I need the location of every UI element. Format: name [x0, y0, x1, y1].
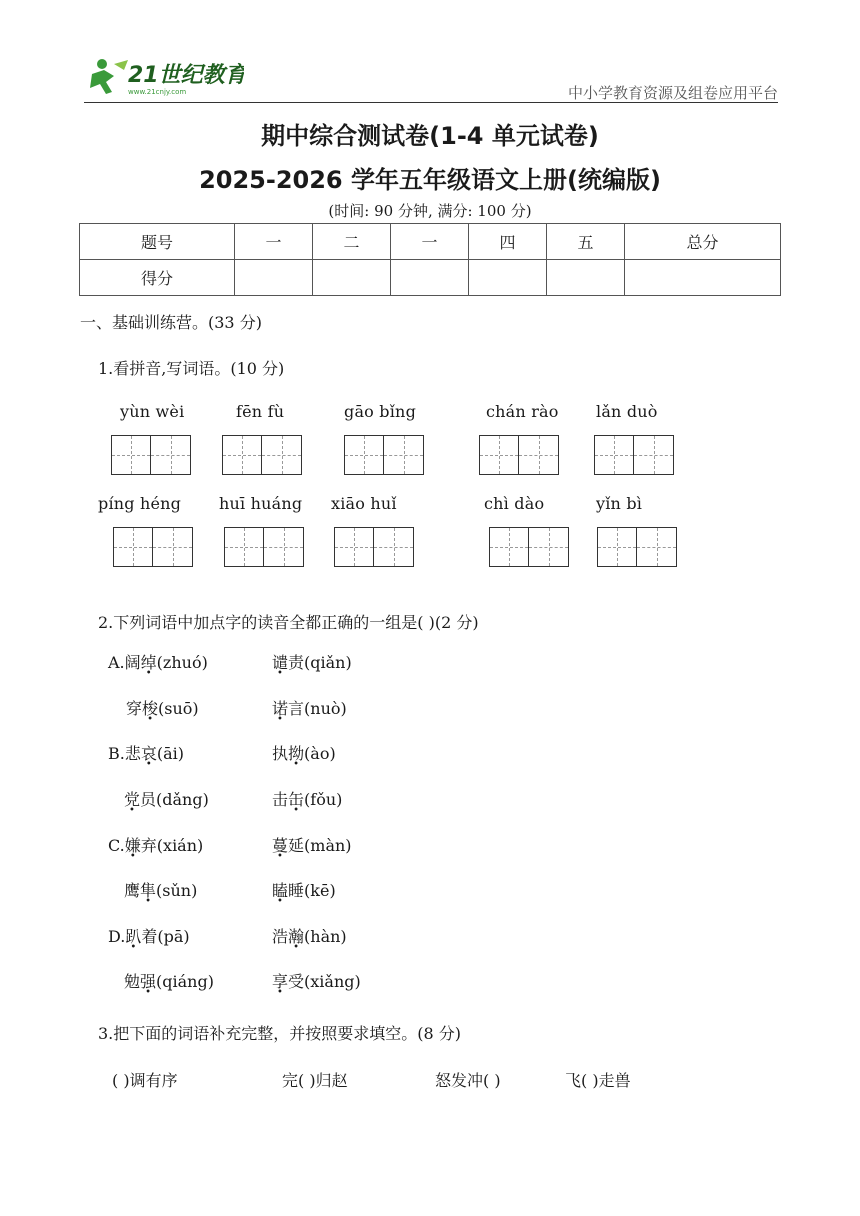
- exam-subtitle-year: 2025-2026 学年五年级语文上册(统编版): [199, 166, 661, 194]
- word-char: 击: [272, 790, 289, 809]
- option-b-word3: [124, 787, 209, 810]
- pinyin-label: chán rào: [486, 402, 559, 421]
- grid-cell[interactable]: [264, 527, 304, 567]
- pinyin: (āi): [156, 744, 185, 763]
- option-d-word4: [272, 969, 361, 992]
- word-char: 受: [288, 972, 305, 991]
- exam-time-score: (时间: 90 分钟, 满分: 100 分): [328, 202, 532, 220]
- option-d[interactable]: [108, 924, 190, 947]
- writing-grid[interactable]: [597, 527, 677, 567]
- dotted-char: 瀚: [288, 927, 305, 946]
- pinyin-label: xiāo huǐ: [331, 494, 397, 513]
- option-c-word4: [272, 878, 336, 901]
- pinyin-label: yǐn bì: [596, 494, 643, 513]
- word-char: 穿: [126, 699, 143, 718]
- word-char: 悲: [124, 744, 141, 763]
- word-char: 执: [272, 744, 289, 763]
- word-char: 勉: [124, 972, 141, 991]
- pinyin-label: píng héng: [98, 494, 182, 513]
- dotted-char: 党: [124, 790, 141, 809]
- pinyin: (pā): [157, 927, 190, 946]
- exam-title: 期中综合测试卷(1-4 单元试卷): [261, 122, 599, 150]
- table-cell: 得分: [80, 260, 235, 296]
- word-char: 延: [288, 836, 305, 855]
- fill-blank-item[interactable]: ( )调有序: [112, 1071, 178, 1090]
- table-cell[interactable]: [625, 260, 781, 296]
- writing-grid[interactable]: [489, 527, 569, 567]
- pinyin: (xián): [156, 836, 204, 855]
- dotted-char: 嫌: [124, 836, 141, 855]
- grid-cell[interactable]: [597, 527, 637, 567]
- option-d-word3: [124, 969, 214, 992]
- table-cell[interactable]: [547, 260, 625, 296]
- word-char: 睡: [288, 881, 305, 900]
- word-char: 鹰: [124, 881, 141, 900]
- pinyin: (kē): [304, 881, 336, 900]
- writing-grid[interactable]: [594, 435, 674, 475]
- option-a[interactable]: [108, 650, 208, 673]
- table-cell: 一: [391, 224, 469, 260]
- fill-blank-item[interactable]: 飞( )走兽: [565, 1071, 631, 1090]
- writing-grid[interactable]: [222, 435, 302, 475]
- grid-cell[interactable]: [384, 435, 424, 475]
- pinyin: (xiǎng): [304, 972, 361, 991]
- score-table: [79, 223, 781, 296]
- dotted-char: 趴: [125, 927, 142, 946]
- pinyin: (hàn): [304, 927, 347, 946]
- grid-cell[interactable]: [634, 435, 674, 475]
- dotted-char: 蔓: [272, 836, 289, 855]
- platform-name: 中小学教育资源及组卷应用平台: [567, 84, 778, 102]
- table-cell: 一: [235, 224, 313, 260]
- table-cell[interactable]: [313, 260, 391, 296]
- pinyin: (màn): [304, 836, 352, 855]
- pinyin: (nuò): [304, 699, 347, 718]
- pinyin: (sǔn): [156, 881, 198, 900]
- pinyin: (qiǎn): [304, 653, 352, 672]
- grid-cell[interactable]: [262, 435, 302, 475]
- option-a-word3: [126, 696, 199, 719]
- option-letter: D.: [108, 927, 126, 946]
- grid-cell[interactable]: [479, 435, 519, 475]
- dotted-char: 享: [272, 972, 289, 991]
- word-char: 阔: [124, 653, 141, 672]
- option-b-word4: [272, 787, 342, 810]
- pinyin-label: chì dào: [484, 494, 545, 513]
- fill-blank-item[interactable]: 完( )归赵: [282, 1071, 348, 1090]
- logo: [84, 56, 244, 100]
- question-1-prompt: 1.看拼音,写词语。(10 分): [98, 359, 285, 378]
- grid-cell[interactable]: [113, 527, 153, 567]
- pinyin: (qiáng): [156, 972, 214, 991]
- option-letter: A.: [108, 653, 125, 672]
- pinyin: (suō): [158, 699, 199, 718]
- table-cell: 二: [313, 224, 391, 260]
- option-c[interactable]: [108, 833, 203, 856]
- pinyin: (fǒu): [304, 790, 343, 809]
- pinyin-label: huī huáng: [219, 494, 303, 513]
- writing-grid[interactable]: [344, 435, 424, 475]
- table-row: [80, 224, 781, 260]
- option-b-word2: [272, 741, 336, 764]
- table-cell[interactable]: [235, 260, 313, 296]
- option-a-word2: [272, 650, 352, 673]
- question-3-prompt: 3.把下面的词语补充完整，并按照要求填空。(8 分): [98, 1024, 462, 1043]
- grid-cell[interactable]: [334, 527, 374, 567]
- grid-cell[interactable]: [222, 435, 262, 475]
- grid-cell[interactable]: [374, 527, 414, 567]
- option-c-word3: [124, 878, 197, 901]
- logo-url: www.21cnjy.com: [128, 88, 187, 96]
- grid-cell[interactable]: [153, 527, 193, 567]
- grid-cell[interactable]: [519, 435, 559, 475]
- option-letter: C.: [108, 836, 125, 855]
- word-char: 浩: [272, 927, 289, 946]
- word-char: 责: [288, 653, 305, 672]
- fill-blank-item[interactable]: 怒发冲( ): [435, 1071, 501, 1090]
- writing-grid[interactable]: [479, 435, 559, 475]
- writing-grid[interactable]: [113, 527, 193, 567]
- option-a-word4: [272, 696, 347, 719]
- word-char: 弃: [140, 836, 157, 855]
- question-2-prompt: 2.下列词语中加点字的读音全都正确的一组是( )(2 分): [98, 613, 479, 632]
- option-b[interactable]: [108, 741, 184, 764]
- option-letter: B.: [108, 744, 125, 763]
- dotted-char: 瞌: [272, 881, 289, 900]
- dotted-char: 梭: [142, 699, 159, 718]
- grid-cell[interactable]: [344, 435, 384, 475]
- grid-cell[interactable]: [111, 435, 151, 475]
- dotted-char: 强: [140, 972, 157, 991]
- grid-cell[interactable]: [224, 527, 264, 567]
- pinyin: (ào): [304, 744, 336, 763]
- word-char: 员: [140, 790, 157, 809]
- header-divider: [84, 102, 778, 103]
- dotted-char: 诺: [272, 699, 289, 718]
- table-cell: 五: [547, 224, 625, 260]
- table-cell[interactable]: [391, 260, 469, 296]
- table-cell: 四: [469, 224, 547, 260]
- word-char: 言: [288, 699, 305, 718]
- grid-cell[interactable]: [637, 527, 677, 567]
- option-c-word2: [272, 833, 352, 856]
- dotted-char: 谴: [272, 653, 289, 672]
- table-row: [80, 260, 781, 296]
- pinyin: (zhuó): [156, 653, 208, 672]
- pinyin-label: yùn wèi: [120, 402, 185, 421]
- grid-cell[interactable]: [151, 435, 191, 475]
- runner-logo-icon: [84, 56, 244, 100]
- pinyin: (dǎng): [156, 790, 209, 809]
- table-cell: 题号: [80, 224, 235, 260]
- logo-text: 21世纪教育: [128, 63, 244, 88]
- writing-grid[interactable]: [224, 527, 304, 567]
- dotted-char: 拗: [288, 744, 305, 763]
- table-cell: 总分: [625, 224, 781, 260]
- option-d-word2: [272, 924, 347, 947]
- pinyin-label: fēn fù: [236, 402, 285, 421]
- dotted-char: 绰: [140, 653, 157, 672]
- dotted-char: 缶: [288, 790, 305, 809]
- writing-grid[interactable]: [111, 435, 191, 475]
- pinyin-label: lǎn duò: [596, 402, 658, 421]
- grid-cell[interactable]: [594, 435, 634, 475]
- grid-cell[interactable]: [529, 527, 569, 567]
- dotted-char: 隼: [140, 881, 157, 900]
- section-heading: 一、基础训练营。(33 分): [80, 313, 262, 332]
- writing-grid[interactable]: [334, 527, 414, 567]
- pinyin-label: gāo bǐng: [344, 402, 417, 421]
- table-cell[interactable]: [469, 260, 547, 296]
- grid-cell[interactable]: [489, 527, 529, 567]
- word-char: 着: [141, 927, 158, 946]
- dotted-char: 哀: [140, 744, 157, 763]
